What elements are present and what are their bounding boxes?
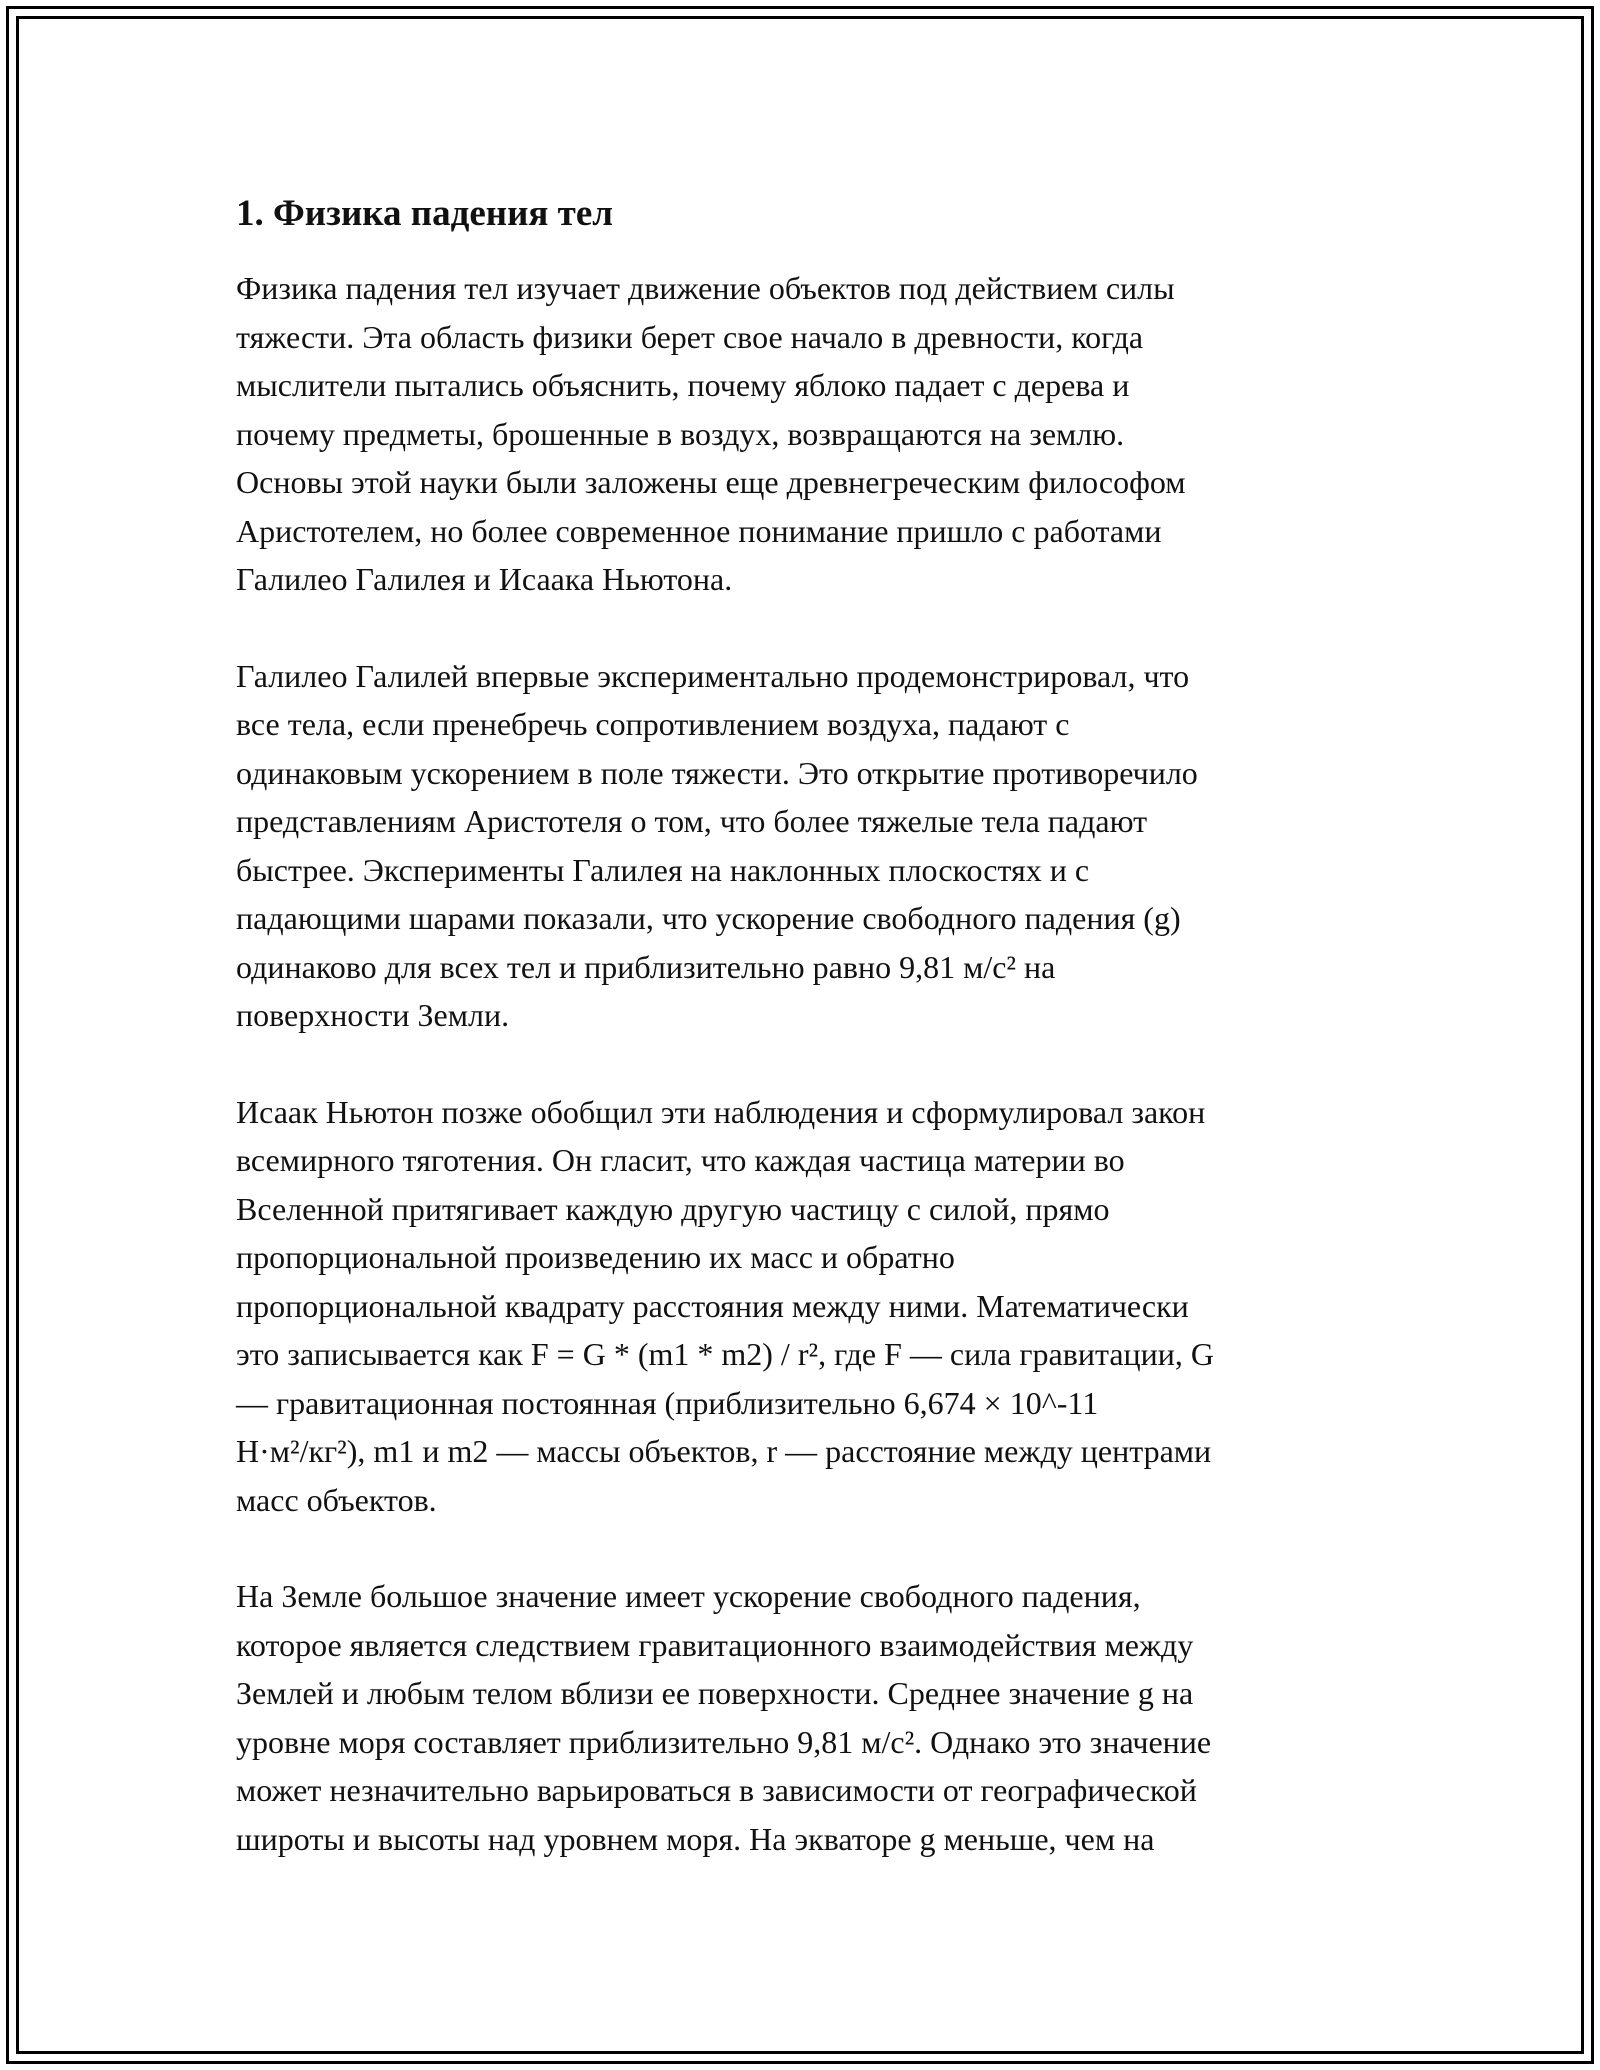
paragraph-newton <box>236 1088 1366 1525</box>
document-body <box>236 190 1366 1911</box>
text-line: все тела, если пренебречь сопротивлением воздуха, падают с <box>236 706 1070 742</box>
text-line: Галилео Галилея и Исаака Ньютона. <box>236 561 733 597</box>
text-line: Основы этой науки были заложены еще древнегреческим философом <box>236 464 1186 500</box>
text-line: Вселенной притягивает каждую другую частицу с силой, прямо <box>236 1190 1110 1227</box>
text-line: почему предметы, брошенные в воздух, возвращаются на землю. <box>236 415 1125 452</box>
text-line: тяжести. Эта область физики берет свое начало в древности, когда <box>236 318 1144 355</box>
text-line: Землей и любым телом вблизи ее поверхности. Среднее значение g на <box>236 1675 1194 1711</box>
paragraph-galileo <box>236 652 1366 1040</box>
text-line: представлениям Аристотеля о том, что более тяжелые тела падают <box>236 803 1148 839</box>
paragraph-intro <box>236 264 1366 604</box>
text-line: уровне моря составляет приблизительно 9,81 м/с². Однако это значение <box>236 1723 1212 1760</box>
text-line: Н·м²/кг²), m1 и m2 — массы объектов, r — расстояние между центрами <box>236 1433 1212 1469</box>
text-line: это записывается как F = G * (m1 * m2) / r², где F — сила гравитации, G <box>236 1336 1214 1372</box>
text-line: может незначительно варьироваться в зависимости от географической <box>236 1772 1197 1808</box>
text-line: — гравитационная постоянная (приблизительно 6,674 × 10^-11 <box>236 1384 1099 1421</box>
text-line: Исаак Ньютон позже обобщил эти наблюдения и сформулировал закон <box>236 1093 1206 1130</box>
text-line: быстрее. Эксперименты Галилея на наклонных плоскостях и с <box>236 851 1090 888</box>
text-line: одинаково для всех тел и приблизительно равно 9,81 м/с² на <box>236 948 1056 985</box>
text-line: широты и высоты над уровнем моря. На экваторе g меньше, чем на <box>236 1820 1155 1857</box>
section-heading: 1. Физика падения тел <box>236 193 614 234</box>
paragraph-earth-gravity <box>236 1572 1366 1863</box>
text-line: Физика падения тел изучает движение объектов под действием силы <box>236 270 1175 306</box>
text-line: пропорциональной квадрату расстояния между ними. Математически <box>236 1287 1189 1324</box>
text-line: Аристотелем, но более современное понимание пришло с работами <box>236 512 1162 549</box>
text-line: которое является следствием гравитационного взаимодействия между <box>236 1626 1194 1663</box>
text-line: На Земле большое значение имеет ускорение свободного падения, <box>236 1578 1141 1614</box>
text-line: масс объектов. <box>236 1481 437 1518</box>
text-line: поверхности Земли. <box>236 997 510 1033</box>
text-line: мыслители пытались объяснить, почему яблоко падает с дерева и <box>236 367 1130 403</box>
text-line: пропорциональной произведению их масс и обратно <box>236 1239 955 1275</box>
text-line: одинаковым ускорением в поле тяжести. Это открытие противоречило <box>236 754 1198 791</box>
text-line: падающими шарами показали, что ускорение свободного падения (g) <box>236 900 1181 936</box>
text-line: всемирного тяготения. Он гласит, что каждая частица материи во <box>236 1142 1125 1178</box>
text-line: Галилео Галилей впервые экспериментально продемонстрировал, что <box>236 657 1190 694</box>
